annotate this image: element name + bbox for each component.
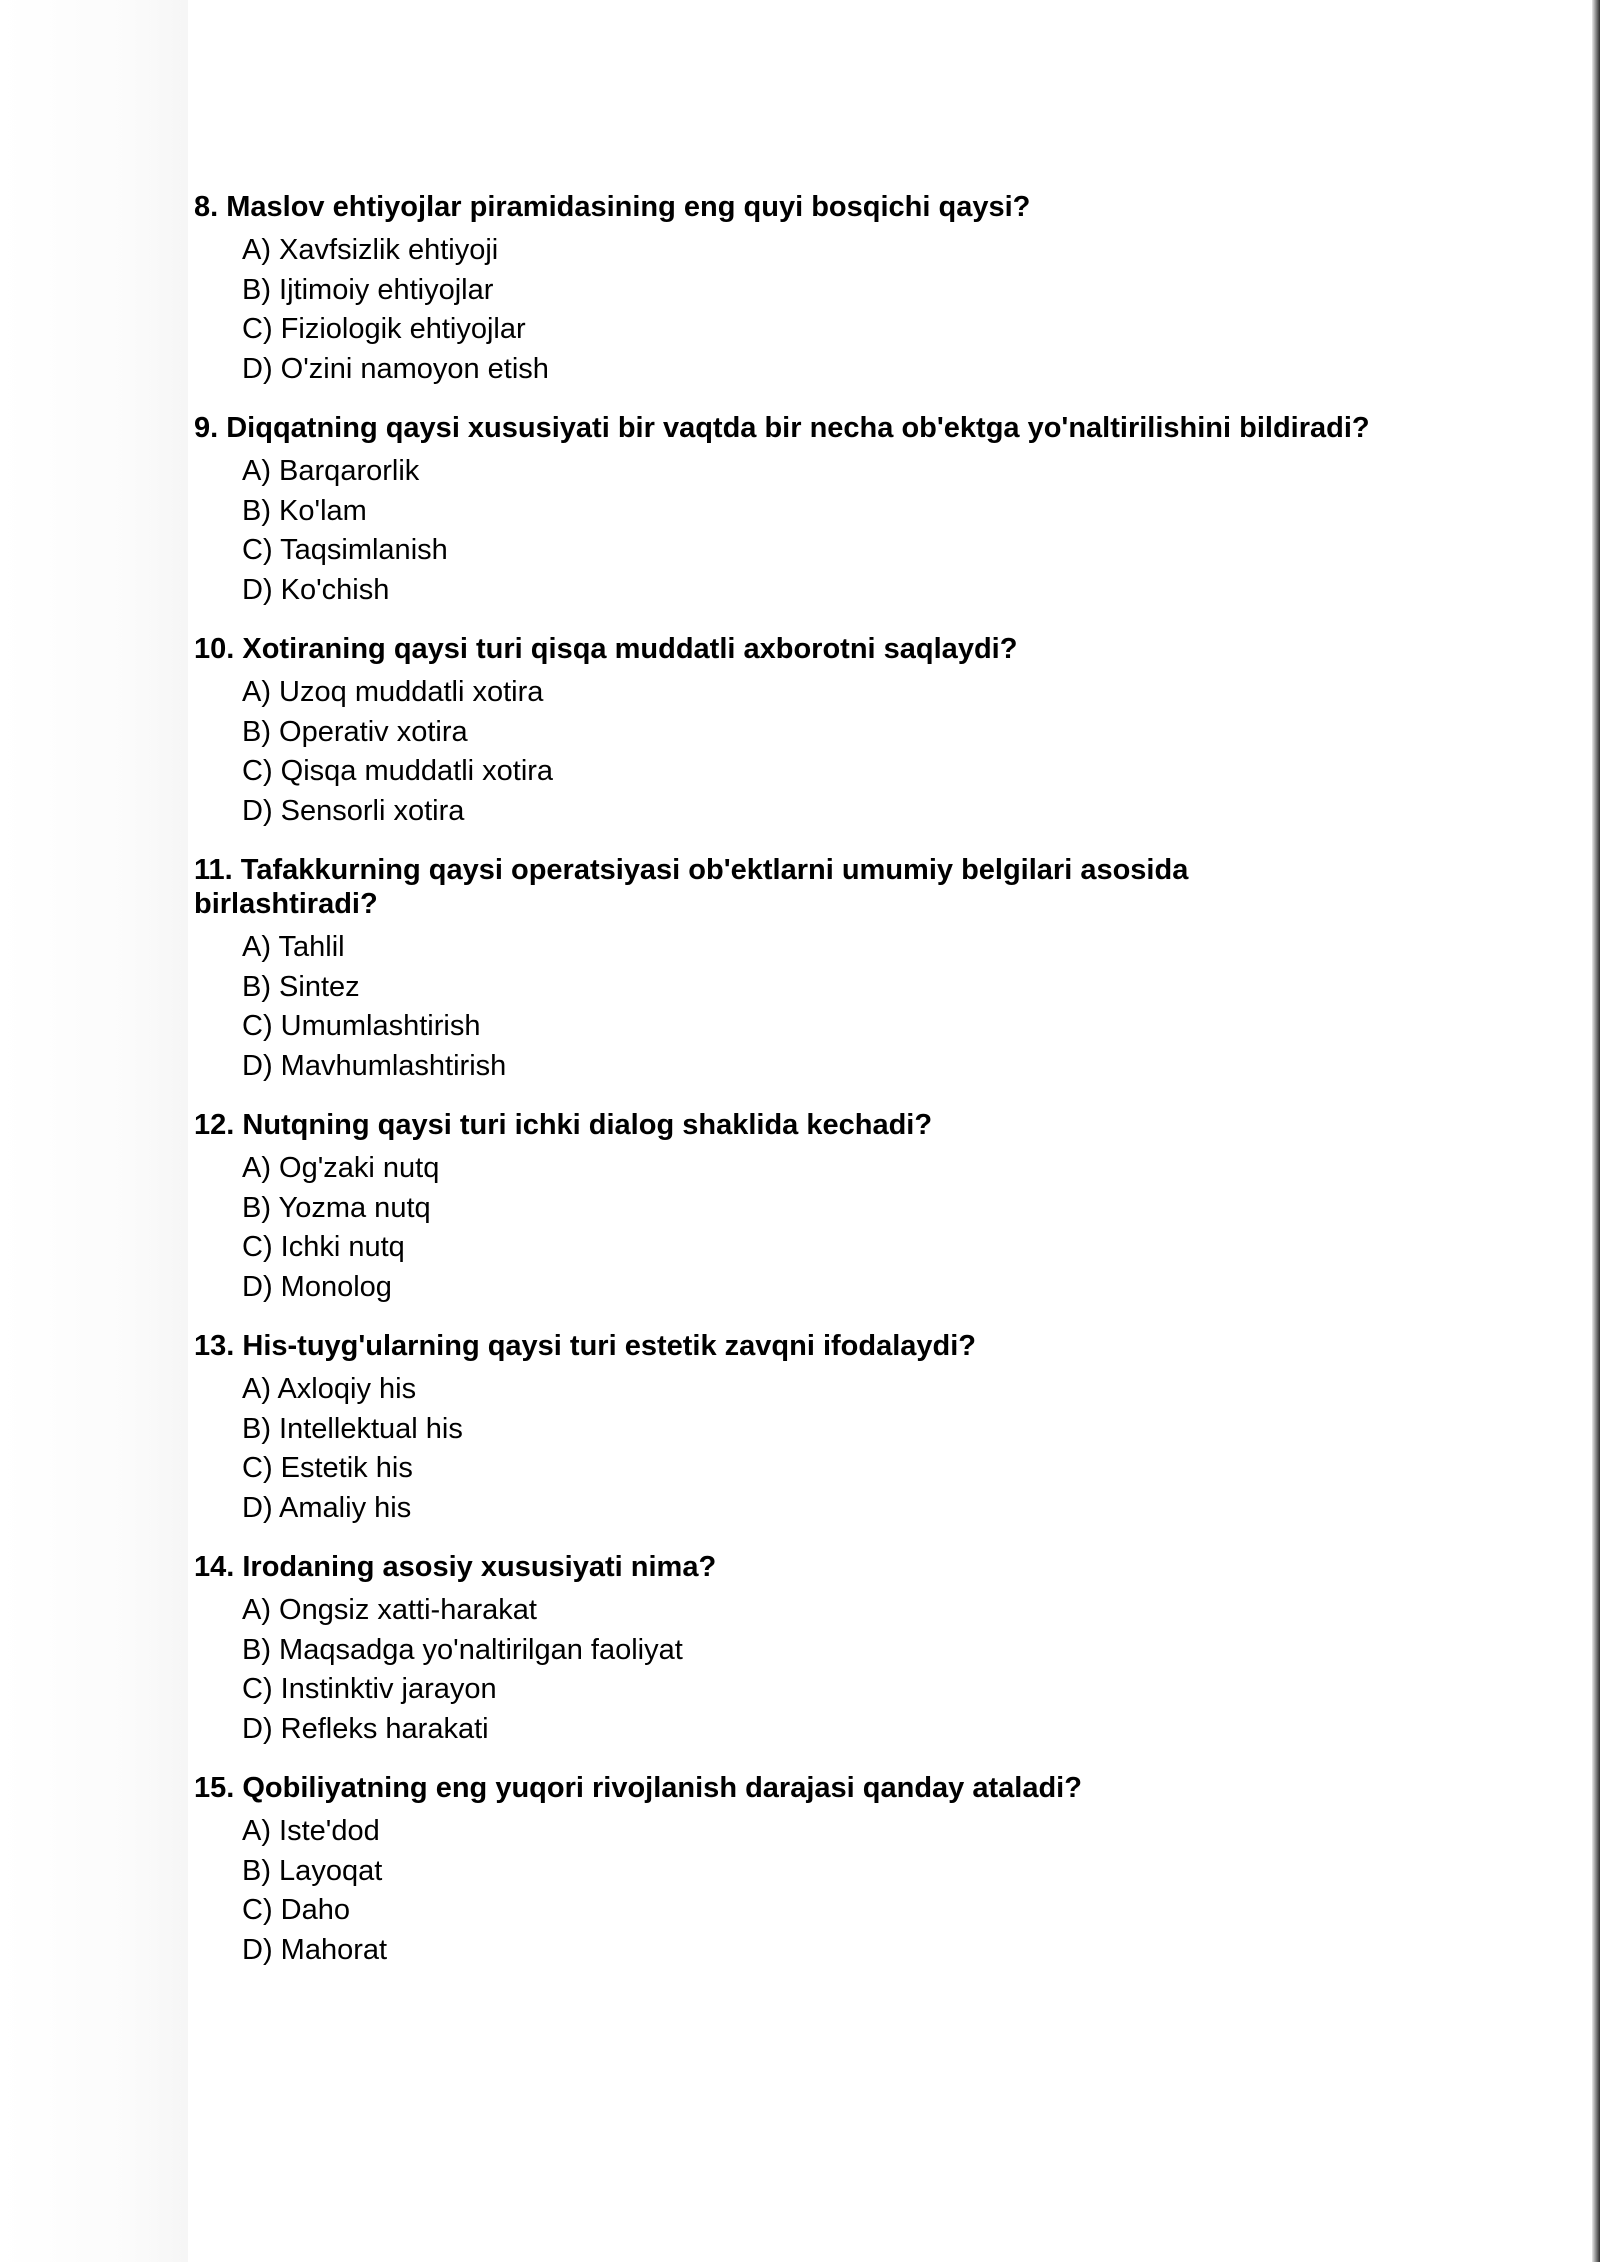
option-d: D) Ko'chish <box>242 573 390 606</box>
option-b: B) Ko'lam <box>242 494 367 527</box>
option-a: A) Uzoq muddatli xotira <box>242 676 544 708</box>
option-b: B) Maqsadga yo'naltirilgan faoliyat <box>242 1633 683 1666</box>
option-list <box>194 231 1494 389</box>
option-d: D) Monolog <box>242 1270 392 1303</box>
option-b: B) Yozma nutq <box>242 1191 431 1224</box>
option-list <box>194 1591 1494 1749</box>
option-c: C) Fiziologik ehtiyojlar <box>242 313 526 345</box>
option-d: D) Refleks harakati <box>242 1712 489 1745</box>
option-d: D) Sensorli xotira <box>242 794 465 827</box>
question-title: 15. Qobiliyatning eng yuqori rivojlanish darajasi qanday ataladi? <box>194 1772 1082 1804</box>
option-list <box>194 452 1494 610</box>
option-b: B) Ijtimoiy ehtiyojlar <box>242 273 494 306</box>
question-title: 14. Irodaning asosiy xususiyati nima? <box>194 1551 717 1583</box>
question-11 <box>194 853 1494 1086</box>
option-c: C) Qisqa muddatli xotira <box>242 755 554 787</box>
option-b: B) Intellektual his <box>242 1412 463 1445</box>
option-c: C) Daho <box>242 1894 350 1926</box>
option-b: B) Sintez <box>242 970 360 1003</box>
option-a: A) Iste'dod <box>242 1815 380 1847</box>
option-a: A) Xavfsizlik ehtiyoji <box>242 234 499 266</box>
option-list <box>194 1370 1494 1528</box>
option-c: C) Estetik his <box>242 1452 413 1484</box>
question-15 <box>194 1771 1494 1970</box>
option-c: C) Umumlashtirish <box>242 1010 481 1042</box>
question-13 <box>194 1329 1494 1528</box>
option-c: C) Taqsimlanish <box>242 534 448 566</box>
option-list <box>194 928 1494 1086</box>
option-b: B) Layoqat <box>242 1854 383 1887</box>
question-title: 13. His-tuyg'ularning qaysi turi estetik zavqni ifodalaydi? <box>194 1330 977 1362</box>
option-c: C) Ichki nutq <box>242 1231 405 1263</box>
question-8 <box>194 190 1494 389</box>
question-12 <box>194 1108 1494 1307</box>
option-list <box>194 673 1494 831</box>
option-a: A) Ongsiz xatti-harakat <box>242 1594 537 1626</box>
question-title: 8. Maslov ehtiyojlar piramidasining eng quyi bosqichi qaysi? <box>194 191 1031 223</box>
page-shadow <box>0 0 188 2262</box>
option-d: D) Mahorat <box>242 1933 388 1966</box>
question-title: 9. Diqqatning qaysi xususiyati bir vaqtda bir necha ob'ektga yo'naltirilishini bildiradi? <box>194 412 1370 444</box>
question-title: 12. Nutqning qaysi turi ichki dialog shaklida kechadi? <box>194 1109 933 1141</box>
question-list <box>194 190 1494 1992</box>
option-b: B) Operativ xotira <box>242 715 468 748</box>
question-14 <box>194 1550 1494 1749</box>
question-10 <box>194 632 1494 831</box>
question-9 <box>194 411 1494 610</box>
option-list <box>194 1812 1494 1970</box>
page-edge <box>1592 0 1600 2262</box>
option-a: A) Tahlil <box>242 931 345 963</box>
option-d: D) O'zini namoyon etish <box>242 352 549 385</box>
option-a: A) Barqarorlik <box>242 455 420 487</box>
question-title: 11. Tafakkurning qaysi operatsiyasi ob'ektlarni umumiy belgilari asosida birlashtiradi? <box>194 854 1189 920</box>
option-c: C) Instinktiv jarayon <box>242 1673 497 1705</box>
option-list <box>194 1149 1494 1307</box>
question-title: 10. Xotiraning qaysi turi qisqa muddatli axborotni saqlaydi? <box>194 633 1018 665</box>
option-d: D) Mavhumlashtirish <box>242 1049 507 1082</box>
option-a: A) Og'zaki nutq <box>242 1152 440 1184</box>
option-a: A) Axloqiy his <box>242 1373 417 1405</box>
option-d: D) Amaliy his <box>242 1491 412 1524</box>
